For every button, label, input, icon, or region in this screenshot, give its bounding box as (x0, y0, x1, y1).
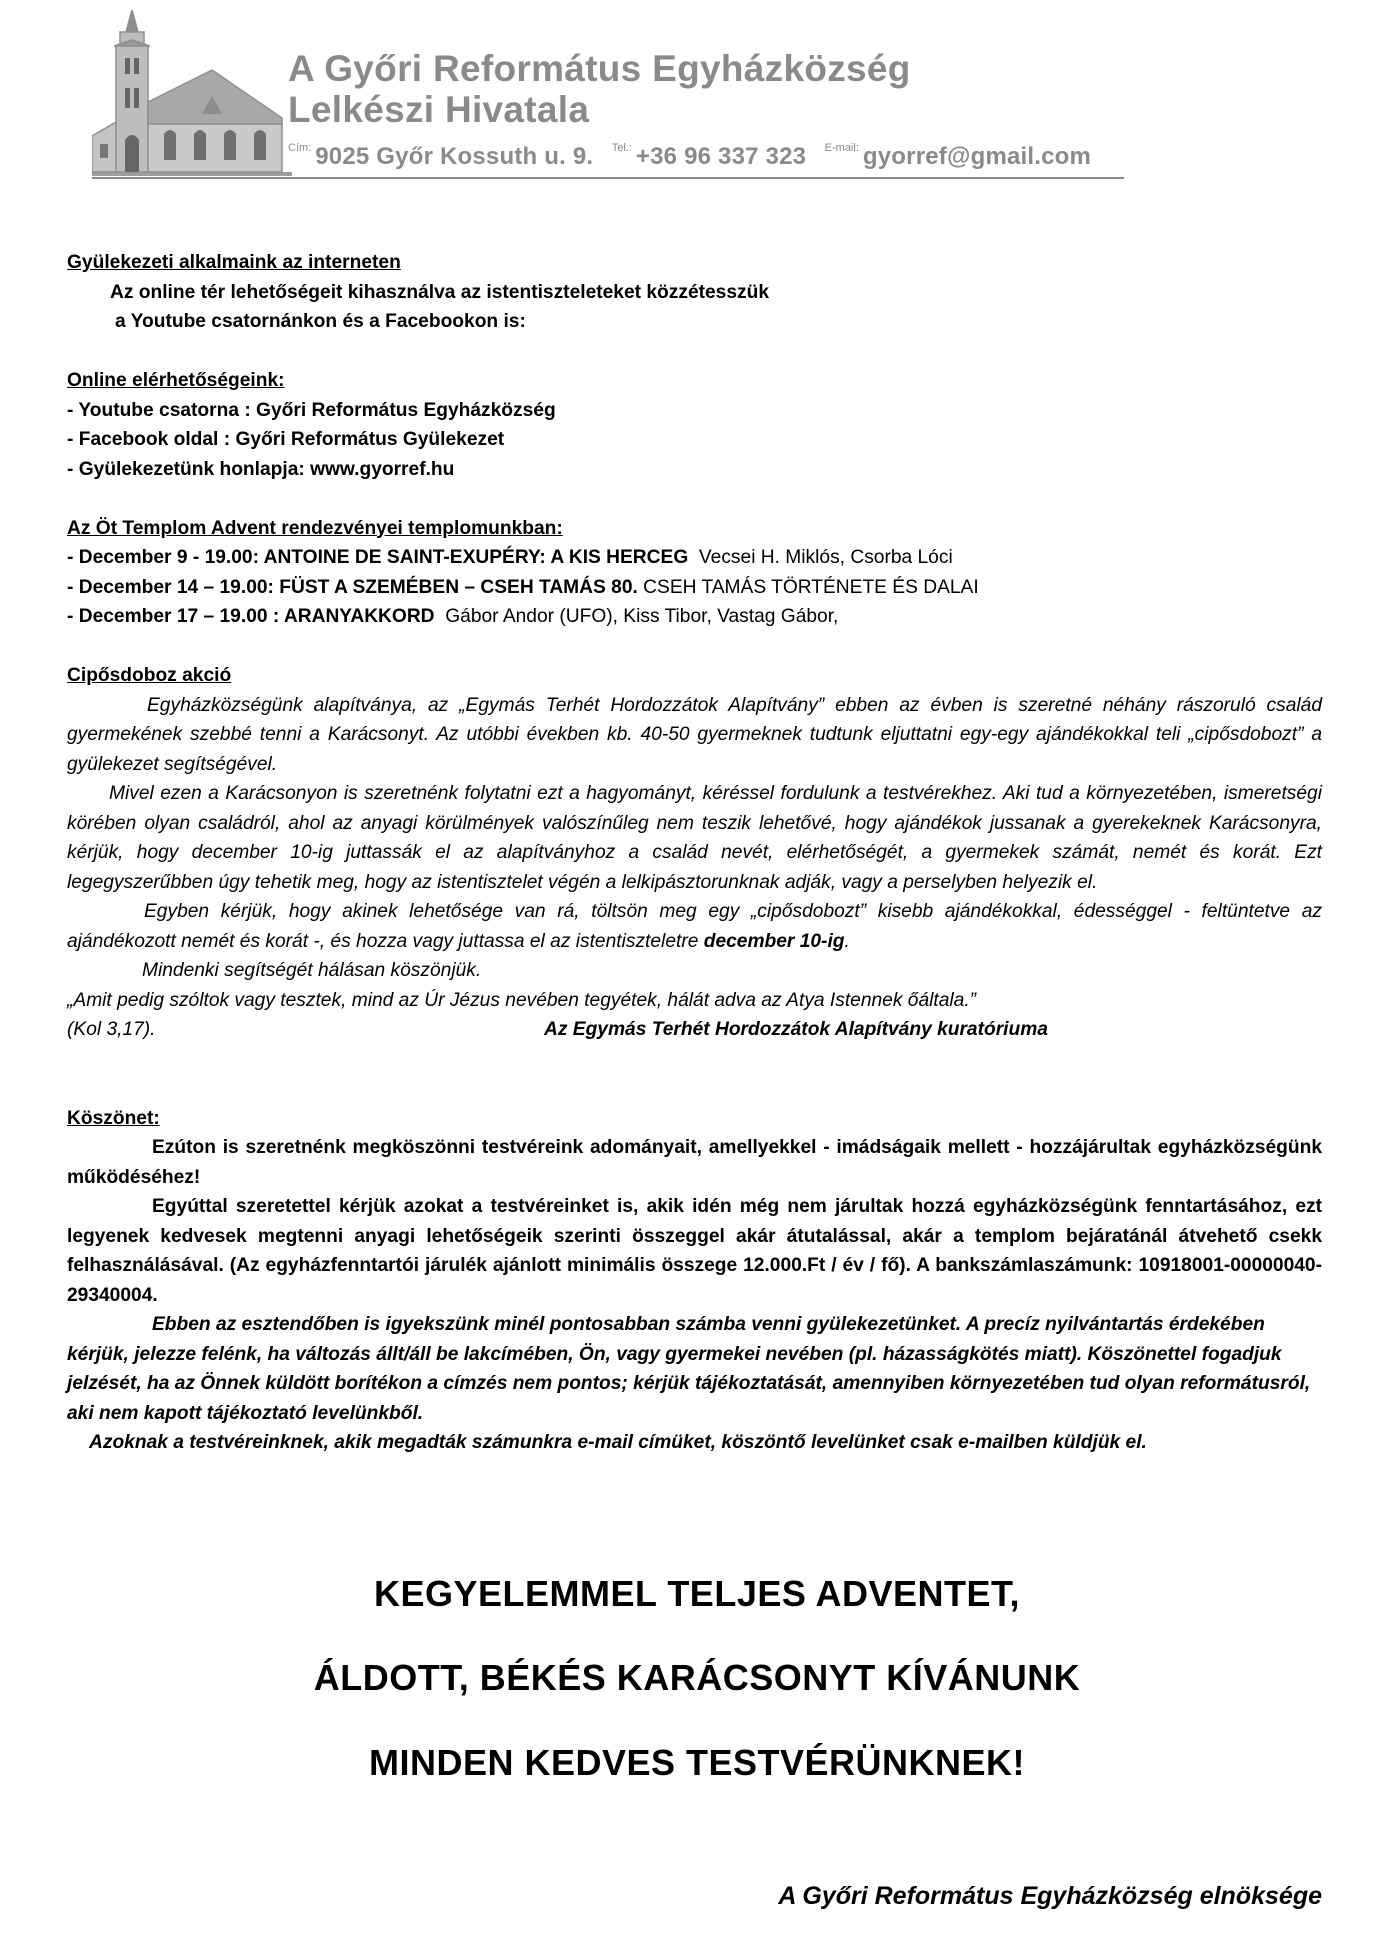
address: 9025 Győr Kossuth u. 9. (315, 143, 594, 170)
advent-event (67, 573, 1322, 603)
contact-youtube: - Youtube csatorna : Győri Református Egyházközség (67, 399, 556, 421)
shoebox-paragraph-1: Egyházközségünk alapítványa, az „Egymás Terhét Hordozzátok Alapítvány” ebben az évben is szeretné néhány rászoruló család gyermekének szebbé tenni a Karácsonyt. Az utóbbi években kb. 40-50 gyermeknek tudtunk eljuttatni egy-egy ajándékokkal teli „cipősdobozt” a gyülekezet segítségével. (67, 694, 1322, 775)
advent-event-performers: Vecsei H. Miklós, Csorba Lóci (698, 547, 953, 568)
bible-quote: „Amit pedig szóltok vagy tesztek, mind az Úr Jézus nevében tegyétek, hálát adva az Atya Istennek őáltala.” (67, 989, 977, 1011)
shoebox-paragraph-3 (67, 897, 1322, 956)
foundation-signature: Az Egymás Terhét Hordozzátok Alapítvány kuratóriuma (544, 1019, 1048, 1040)
address-label: Cím: (288, 142, 312, 154)
thanks-paragraph-1: Ezúton is szeretnénk megköszönni testvéreink adományait, amellyekkel - imádságaik mellett - hozzájárultak egyházközségünk működéséhez! (67, 1137, 1322, 1188)
email: gyorref@gmail.com (862, 143, 1092, 170)
thanks-paragraph-4: Azoknak a testvéreinknek, akik megadták számunkra e-mail címüket, köszöntő levelünket csak e-mailben küldjük el. (89, 1432, 1147, 1453)
greeting-line-3: MINDEN KEDVES TESTVÉRÜNKNEK! (368, 1742, 1026, 1783)
org-title-line2: Lelkészi Hivatala (288, 89, 590, 130)
contact-website: - Gyülekezetünk honlapja: www.gyorref.hu (67, 458, 455, 480)
org-title-line1: A Győri Református Egyházközség (288, 48, 911, 89)
contacts-heading: Online elérhetőségeink: (67, 370, 285, 391)
advent-event-title: - December 17 – 19.00 : ARANYAKKORD (67, 606, 435, 627)
bible-reference: (Kol 3,17). (67, 1019, 156, 1040)
thanks-heading: Köszönet: (67, 1107, 160, 1129)
contact-line (288, 142, 1105, 171)
online-line1: Az online tér lehetőségeit kihasználva az istentiszteleteket közzétesszük (110, 281, 769, 303)
shoebox-p3-end: . (844, 930, 850, 952)
advent-event-performers: CSEH TAMÁS TÖRTÉNETE ÉS DALAI (643, 576, 979, 598)
presidency-signature: A Győri Református Egyházközség elnöksége (778, 1882, 1322, 1910)
quote-reference-row (67, 1015, 1322, 1045)
advent-event (67, 602, 1322, 632)
greeting-line-2: ÁLDOTT, BÉKÉS KARÁCSONYT KÍVÁNUNK (313, 1657, 1081, 1698)
contact-facebook: - Facebook oldal : Győri Református Gyülekezet (67, 429, 505, 450)
phone: +36 96 337 323 (635, 143, 807, 170)
shoebox-deadline: december 10-ig (703, 930, 845, 952)
advent-event-performers: Gábor Andor (UFO), Kiss Tibor, Vastag Gábor, (445, 606, 839, 627)
shoebox-p3-text: Egyben kérjük, hogy akinek lehetősége van rá, töltsön meg egy „cipősdobozt” kisebb ajándékokkal, édességgel - feltüntetve az ajándékozott nemét és korát -, és hozza vagy juttassa el az istentiszteletre (67, 901, 1322, 952)
online-heading: Gyülekezeti alkalmaink az interneten (67, 252, 401, 273)
thanks-paragraph-2: Egyúttal szeretettel kérjük azokat a testvéreinket is, akik idén még nem járultak hozzá egyházközségünk fenntartásához, ezt legyenek kedvesek megtenni anyagi lehetőségeik szerinti összeggel akár átutalással, akár a templom bejáratánál átvehető csekk felhasználásával. (Az egyházfenntartói járulék ajánlott minimális összege 12.000.Ft / év / fő). A bankszámlaszámunk: 10918001-00000040-29340004. (67, 1196, 1322, 1306)
greeting-line-1: KEGYELEMMEL TELJES ADVENTET, (373, 1573, 1021, 1614)
email-label: E-mail: (824, 142, 859, 154)
advent-event-title: - December 9 - 19.00: ANTOINE DE SAINT-EXUPÉRY: A KIS HERCEG (67, 547, 689, 568)
header-rule (92, 177, 1124, 179)
advent-event (67, 543, 1322, 573)
letter-body (67, 248, 1322, 1458)
advent-event-title: - December 14 – 19.00: FÜST A SZEMÉBEN – CSEH TAMÁS 80. (67, 576, 638, 598)
phone-label: Tel.: (611, 142, 632, 154)
shoebox-heading: Cipősdoboz akció (67, 665, 232, 686)
advent-heading: Az Öt Templom Advent rendezvényei templomunkban: (67, 517, 563, 539)
shoebox-paragraph-2: Mivel ezen a Karácsonyon is szeretnénk folytatni ezt a hagyományt, kéréssel fordulunk a testvérekhez. Aki tud a környezetében, ismeretségi körében olyan családról, ahol az anyagi körülmények valószínűleg nem teszik lehetővé, hogy ajándékok jussanak a gyerekeknek Karácsonyra, kérjük, hogy december 10-ig juttassák el az alapítványhoz a család nevét, elérhetőségét, a gyermekek számát, nemét és korát. Ezt legegyszerűbben úgy tehetik meg, hogy az istentisztelet végén a lelkipásztorunknak adják, vagy a perselyben helyezik el. (67, 783, 1322, 893)
church-icon (92, 10, 292, 180)
shoebox-thanks: Mindenki segítségét hálásan köszönjük. (142, 960, 482, 981)
letterhead (92, 10, 1124, 180)
org-title (288, 48, 911, 130)
online-line2: a Youtube csatornánkon és a Facebookon is: (115, 311, 526, 332)
thanks-paragraph-3: Ebben az esztendőben is igyekszünk minél pontosabban számba venni gyülekezetünket. A precíz nyilvántartás érdekében kérjük, jelezze felénk, ha változás állt/áll be lakcímében, Ön, vagy gyermekei nevében (pl. házasságkötés miatt). Köszönettel fogadjuk jelzését, ha az Önnek küldött borítékon a címzés nem pontos; kérjük tájékoztatását, amennyiben környezetében tud olyan reformátusról, aki nem kapott tájékoztató levelünkből. (67, 1314, 1311, 1424)
